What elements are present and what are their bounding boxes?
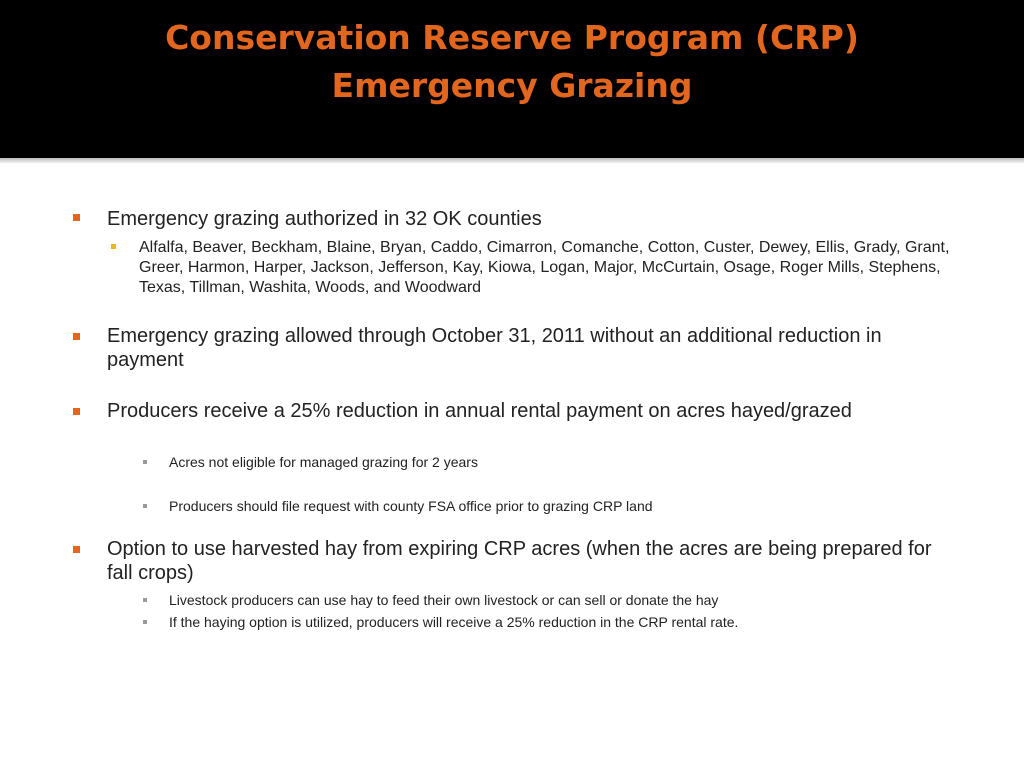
bullet-1-sub-1: Alfalfa, Beaver, Beckham, Blaine, Bryan, Caddo, Cimarron, Comanche, Cotton, Custer, Dewey, Ellis, Grady, Grant, Greer, Harmon, Harper, Jackson, Jefferson, Kay, Kiowa, Logan, Major, McCurtain, Osage, Roger Mills, Stephens, Texas, Tillman, Washita, Woods, and Woodward: [139, 239, 950, 296]
sub-bullet-marker-icon: [143, 504, 147, 508]
bullet-3-sub-1: Acres not eligible for managed grazing for 2 years: [169, 454, 478, 470]
bullet-4-sub-1: Livestock producers can use hay to feed their own livestock or can sell or donate the hay: [169, 592, 719, 608]
title-line-1: Conservation Reserve Program (CRP): [165, 18, 859, 57]
bullet-marker-icon: [73, 408, 80, 415]
sub-bullet-marker-icon: [111, 244, 116, 249]
bullet-4-sub-2: If the haying option is utilized, producers will receive a 25% reduction in the CRP rental rate.: [169, 614, 739, 630]
bullet-marker-icon: [73, 214, 80, 221]
bullet-3: Producers receive a 25% reduction in annual rental payment on acres hayed/grazed: [107, 400, 852, 422]
sub-bullet-marker-icon: [143, 598, 147, 602]
bullet-2: Emergency grazing allowed through October 31, 2011 without an additional reduction in payment: [107, 325, 882, 371]
bullet-3-sub-2: Producers should file request with county FSA office prior to grazing CRP land: [169, 498, 653, 514]
bullet-marker-icon: [73, 333, 80, 340]
sub-bullet-marker-icon: [143, 620, 147, 624]
bullet-4: Option to use harvested hay from expiring CRP acres (when the acres are being prepared for fall crops): [107, 538, 932, 584]
sub-bullet-marker-icon: [143, 460, 147, 464]
title-line-2: Emergency Grazing: [331, 66, 693, 105]
bullet-marker-icon: [73, 546, 80, 553]
bullet-1: Emergency grazing authorized in 32 OK counties: [107, 208, 542, 230]
